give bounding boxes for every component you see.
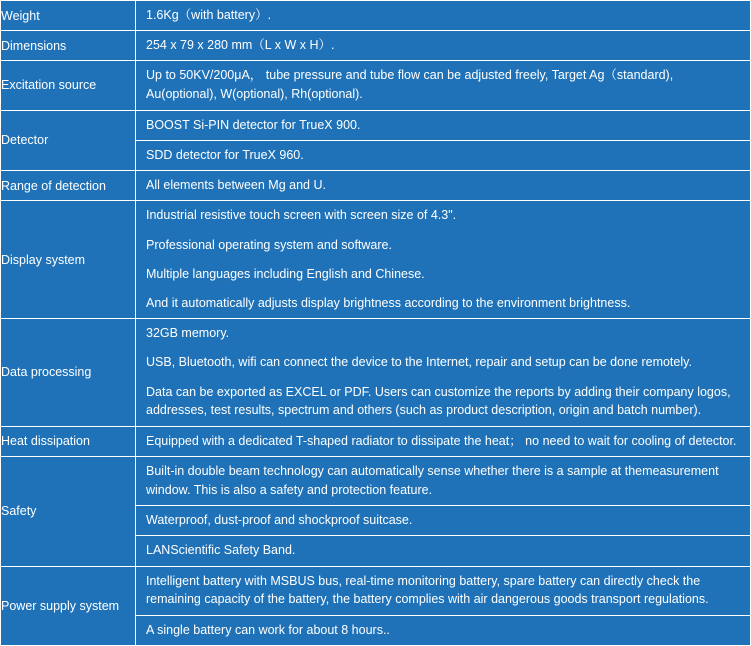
- table-row: [1, 201, 751, 319]
- spec-value-cell: [136, 426, 751, 456]
- spec-label-cell: Safety: [1, 456, 136, 566]
- spec-value-line: All elements between Mg and U.: [146, 178, 326, 193]
- table-row: [1, 566, 751, 646]
- specifications-table-body: [1, 1, 751, 646]
- spec-value-line: And it automatically adjusts display brightness according to the environment brightness.: [146, 296, 631, 311]
- spec-value-stack: [136, 201, 750, 318]
- spec-value-line: 1.6Kg（with battery）.: [146, 8, 272, 23]
- spec-value-stack: [136, 31, 750, 60]
- spec-label-cell: Display system: [1, 201, 136, 319]
- table-row: [1, 31, 751, 61]
- spec-value-stack: [136, 171, 750, 200]
- spec-value-cell: [136, 31, 751, 61]
- spec-value-line: Multiple languages including English and Chinese.: [146, 266, 425, 281]
- spec-value-line: Equipped with a dedicated T-shaped radiator to dissipate the heat； no need to wait for cooling of detector.: [146, 433, 737, 448]
- table-row: [1, 110, 751, 170]
- table-row: [1, 456, 751, 566]
- spec-value-line: Industrial resistive touch screen with screen size of 4.3".: [146, 208, 457, 223]
- spec-value-line: Professional operating system and software.: [146, 237, 392, 252]
- spec-value-stack: [136, 567, 750, 646]
- spec-value-stack: [136, 111, 750, 170]
- spec-value-stack: [136, 1, 750, 30]
- spec-value-line: Intelligent battery with MSBUS bus, real-time monitoring battery, spare battery can directly check the remaining capacity of the battery, the battery complies with air dangerous goods transport regulations.: [146, 573, 709, 607]
- table-row: [1, 171, 751, 201]
- spec-value-cell: [136, 319, 751, 427]
- spec-label-cell: Range of detection: [1, 171, 136, 201]
- spec-value-cell: [136, 566, 751, 646]
- table-row: [1, 426, 751, 456]
- spec-label-cell: Dimensions: [1, 31, 136, 61]
- spec-label-cell: Excitation source: [1, 61, 136, 110]
- spec-value-stack: [136, 61, 750, 109]
- spec-value-stack: [136, 319, 750, 426]
- spec-value-line: SDD detector for TrueX 960.: [136, 140, 750, 170]
- spec-value-line: Built-in double beam technology can automatically sense whether there is a sample at themeasurement window. This is also a safety and protection feature.: [146, 463, 719, 497]
- spec-value-cell: [136, 456, 751, 566]
- spec-value-line: USB, Bluetooth, wifi can connect the device to the Internet, repair and setup can be done remotely.: [146, 355, 692, 370]
- spec-value-line: 32GB memory.: [146, 326, 230, 341]
- table-row: [1, 319, 751, 427]
- spec-label-cell: Power supply system: [1, 566, 136, 646]
- spec-value-line: Waterproof, dust-proof and shockproof suitcase.: [136, 505, 750, 535]
- spec-label-cell: Data processing: [1, 319, 136, 427]
- spec-label-cell: Weight: [1, 1, 136, 31]
- spec-value-cell: [136, 61, 751, 110]
- spec-value-line: BOOST Si-PIN detector for TrueX 900.: [146, 117, 361, 132]
- spec-value-cell: [136, 110, 751, 170]
- spec-value-line: LANScientific Safety Band.: [136, 535, 750, 565]
- spec-value-cell: [136, 201, 751, 319]
- spec-value-line: 254 x 79 x 280 mm（L x W x H）.: [146, 38, 335, 53]
- spec-value-line: Up to 50KV/200μA， tube pressure and tube flow can be adjusted freely, Target Ag（standard), Au(optional), W(optional), Rh(optional).: [146, 68, 674, 102]
- spec-label-cell: Detector: [1, 110, 136, 170]
- spec-value-cell: [136, 1, 751, 31]
- spec-value-line: Data can be exported as EXCEL or PDF. Users can customize the reports by adding their company logos, addresses, test results, spectrum and others (such as product description, origin and batch number).: [146, 384, 731, 418]
- spec-value-stack: [136, 457, 750, 566]
- table-row: [1, 61, 751, 110]
- spec-value-line: A single battery can work for about 8 hours..: [136, 615, 750, 645]
- table-row: [1, 1, 751, 31]
- spec-value-stack: [136, 427, 750, 456]
- spec-value-cell: [136, 171, 751, 201]
- spec-label-cell: Heat dissipation: [1, 426, 136, 456]
